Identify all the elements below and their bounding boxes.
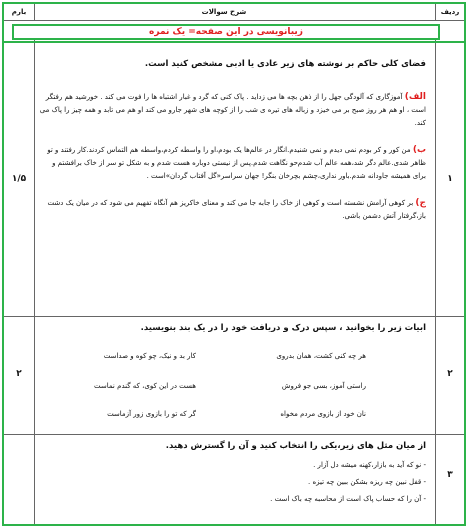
part-b-letter: ب) <box>412 145 426 155</box>
question-1-part-a <box>38 91 426 130</box>
verse-2-left: هست در این کوی، که گندم نماست <box>94 382 196 390</box>
table-header <box>4 4 464 21</box>
part-a-text: آموزگاری که آلودگی جهل را از ذهن بچه ها می زداید . پاک کنی که گرد و غبار اشتباه ها را فوت می کند . خورشید هم رفتگر است ، او هم هر روز صبح بر می خیزد و زباله های تیره ی شب را از کوچه های شهر جارو می کند او هم می تابد و همه چیز را پاک می کند. <box>39 93 426 127</box>
question-1-number: ۱ <box>447 174 453 184</box>
header-radif: ردیف <box>435 4 464 20</box>
banner-title: زیبانویسی در این صفحه= یک نمره <box>12 24 440 40</box>
question-3-number: ۳ <box>447 470 453 480</box>
verse-3-left: گر که تو را بازوی زور آزماست <box>107 410 196 418</box>
part-c-letter: ج) <box>415 198 426 208</box>
question-3 <box>38 440 426 506</box>
header-description: شرح سوالات <box>201 8 247 16</box>
row-divider-top <box>4 41 464 43</box>
question-2-score: ۲ <box>16 369 22 379</box>
verse-1-right: هر چه کنی کشت، همان بدروی <box>276 352 366 360</box>
question-1-score: ۱/۵ <box>11 174 27 184</box>
part-c-text: بر کوهی آرامش نشسته است و کوهی از خاک را جابه جا می کند و معنای خاکریز هم آنگاه تفهیم می شود که در میان یک دشت باز،گرفتار آتش دشمن باشی. <box>47 199 426 220</box>
verse-3-right: نان خود از بازوی مردم مخواه <box>280 410 366 418</box>
exam-sheet <box>2 2 466 526</box>
question-3-title: از میان مثل های زیر،یکی را انتخاب کنید و آن را گسترش دهید. <box>165 441 426 451</box>
header-barem: بارم <box>4 4 35 20</box>
proverb-item: - نو که آید به بازار،کهنه میشه دل آزار . <box>313 461 426 469</box>
question-1-part-b <box>38 144 426 183</box>
question-2-number: ۲ <box>447 369 453 379</box>
question-1 <box>38 58 426 223</box>
question-1-title: فضای کلی حاکم بر نوشته های زیر عادی یا ادبی مشخص کنید است. <box>144 59 426 69</box>
question-2-title: ابیات زیر را بخوانید ، سپس درک و دریافت خود را در یک بند بنویسید. <box>140 323 426 333</box>
column-divider-score <box>34 40 35 524</box>
question-2 <box>38 322 426 335</box>
row-divider-1 <box>4 316 464 317</box>
proverb-item: - قفل نبین چه ریزه بشکن ببین چه تیزه . <box>308 478 426 486</box>
question-1-part-c <box>38 197 426 223</box>
part-b-text: من کور و کر بودم نمی دیدم و نمی شنیدم.انگار در عالم‌ها یک بودم،او را واسطه کردم،واسطه هم التماس کردند.کار رفتند و تو ظاهر شدی.عالم دگر شد،همه عالم آب شدم‌حو نگاهت شدم.پس از نیستی دوباره هست شدم و به شکل تو سر از خاک برافشتم و برای همیشه جاودانه شدم.باور نداری،چشم بچرخان بنگر! جهان سراسر«گل آفتاب گردان»است . <box>47 146 426 180</box>
column-divider-number <box>435 40 436 524</box>
verse-1-left: کار بد و نیک، چو کوه و صداست <box>103 352 196 360</box>
verse-2-right: راستی آموز، بسی جو فروش <box>281 382 366 390</box>
proverb-item: - آن را که حساب پاک است از محاسبه چه باک است . <box>270 495 426 503</box>
part-a-letter: الف) <box>404 92 426 102</box>
